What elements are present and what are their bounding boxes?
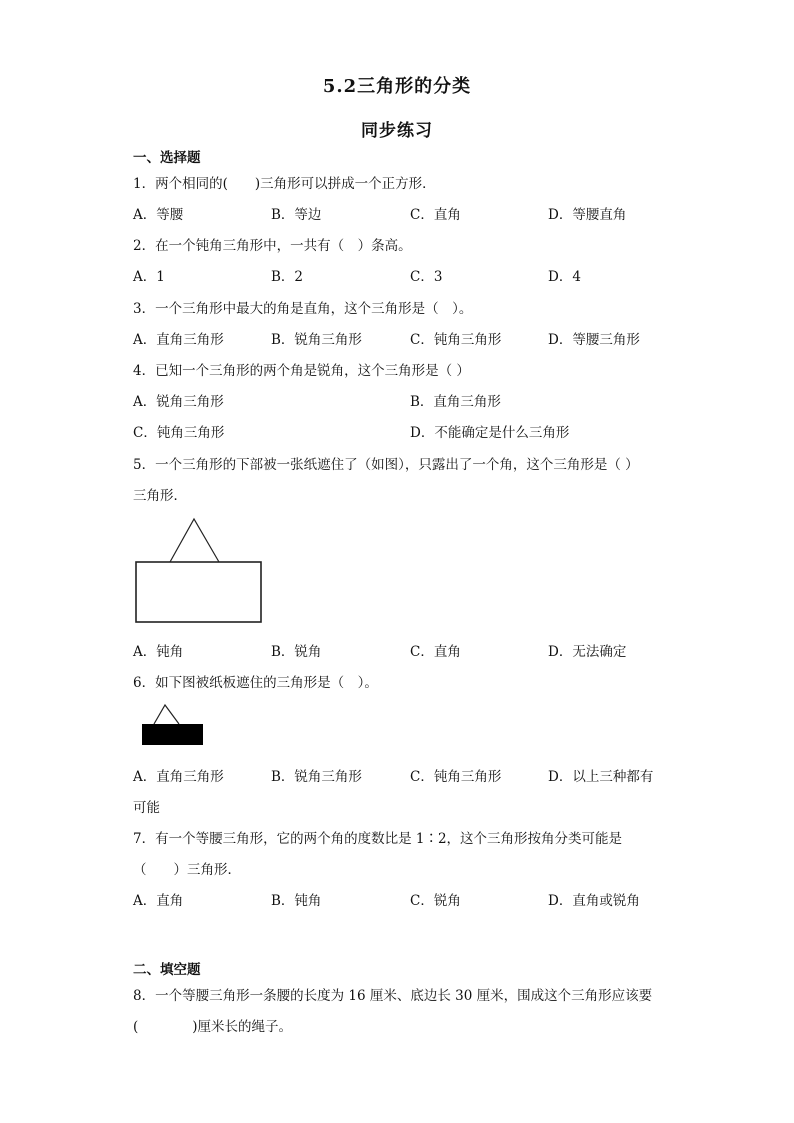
question-6-option-a[interactable]: A．直角三角形 <box>133 769 224 785</box>
question-6-option-b[interactable]: B．锐角三角形 <box>271 769 362 785</box>
question-3-option-c[interactable]: C．钝角三角形 <box>410 332 502 348</box>
question-8-stem-line-2: ( )厘米长的绳子。 <box>133 1019 293 1035</box>
question-1-option-b[interactable]: B．等边 <box>271 207 322 223</box>
question-7-option-c[interactable]: C．锐角 <box>410 893 461 909</box>
question-7-option-d[interactable]: D．直角或锐角 <box>548 893 640 909</box>
question-6-figure-board-covered-triangle <box>142 702 204 746</box>
section-heading-fill-in: 二、填空题 <box>133 962 201 978</box>
question-3-option-d[interactable]: D．等腰三角形 <box>548 332 640 348</box>
question-2-stem: 2．在一个钝角三角形中，一共有（ ）条高。 <box>133 238 412 254</box>
question-1-option-d[interactable]: D．等腰直角 <box>548 207 627 223</box>
question-5-option-a[interactable]: A．钝角 <box>133 644 184 660</box>
question-4-option-a[interactable]: A．锐角三角形 <box>133 394 224 410</box>
triangle-apex-outline <box>170 519 219 562</box>
question-4-stem: 4．已知一个三角形的两个角是锐角，这个三角形是（ ） <box>133 363 470 379</box>
question-7-stem-line-2: （ ）三角形． <box>133 862 241 878</box>
page-title: 5.2三角形的分类 <box>322 76 472 97</box>
question-6-option-c[interactable]: C．钝角三角形 <box>410 769 502 785</box>
paper-cover-rectangle <box>136 562 261 622</box>
question-3-option-b[interactable]: B．锐角三角形 <box>271 332 362 348</box>
triangle-apex-outline <box>154 705 179 724</box>
question-2-option-a[interactable]: A．1 <box>133 269 165 285</box>
question-7-stem-line-1: 7．有一个等腰三角形，它的两个角的度数比是 1∶2，这个三角形按角分类可能是 <box>133 831 623 847</box>
page-subtitle: 同步练习 <box>361 121 433 141</box>
question-2-option-c[interactable]: C．3 <box>410 269 443 285</box>
question-3-stem: 3．一个三角形中最大的角是直角，这个三角形是（ ）。 <box>133 301 473 317</box>
question-5-stem-line-1: 5．一个三角形的下部被一张纸遮住了（如图），只露出了一个角，这个三角形是（ ） <box>133 457 639 473</box>
question-5-option-b[interactable]: B．锐角 <box>271 644 322 660</box>
question-6-stem: 6．如下图被纸板遮住的三角形是（ ）。 <box>133 675 378 691</box>
question-7-option-a[interactable]: A．直角 <box>133 893 184 909</box>
question-1-option-c[interactable]: C．直角 <box>410 207 461 223</box>
question-6-option-d[interactable]: D．以上三种都有 <box>548 769 654 785</box>
question-4-option-d[interactable]: D．不能确定是什么三角形 <box>410 425 570 441</box>
section-heading-choice: 一、选择题 <box>133 150 201 166</box>
black-board-rectangle <box>142 724 203 745</box>
question-5-figure-covered-triangle <box>134 517 264 625</box>
question-6-option-d-wrap: 可能 <box>133 800 160 816</box>
question-5-option-d[interactable]: D．无法确定 <box>548 644 627 660</box>
question-8-stem-line-1: 8．一个等腰三角形一条腰的长度为 16 厘米、底边长 30 厘米，围成这个三角形应该要 <box>133 988 653 1004</box>
question-4-option-c[interactable]: C．钝角三角形 <box>133 425 225 441</box>
question-1-option-a[interactable]: A．等腰 <box>133 207 184 223</box>
question-7-option-b[interactable]: B．钝角 <box>271 893 322 909</box>
question-1-stem: 1．两个相同的( )三角形可以拼成一个正方形． <box>133 176 436 192</box>
question-2-option-d[interactable]: D．4 <box>548 269 581 285</box>
question-2-option-b[interactable]: B．2 <box>271 269 304 285</box>
question-5-stem-line-2: 三角形． <box>133 488 187 504</box>
question-3-option-a[interactable]: A．直角三角形 <box>133 332 224 348</box>
question-5-option-c[interactable]: C．直角 <box>410 644 461 660</box>
question-4-option-b[interactable]: B．直角三角形 <box>410 394 501 410</box>
